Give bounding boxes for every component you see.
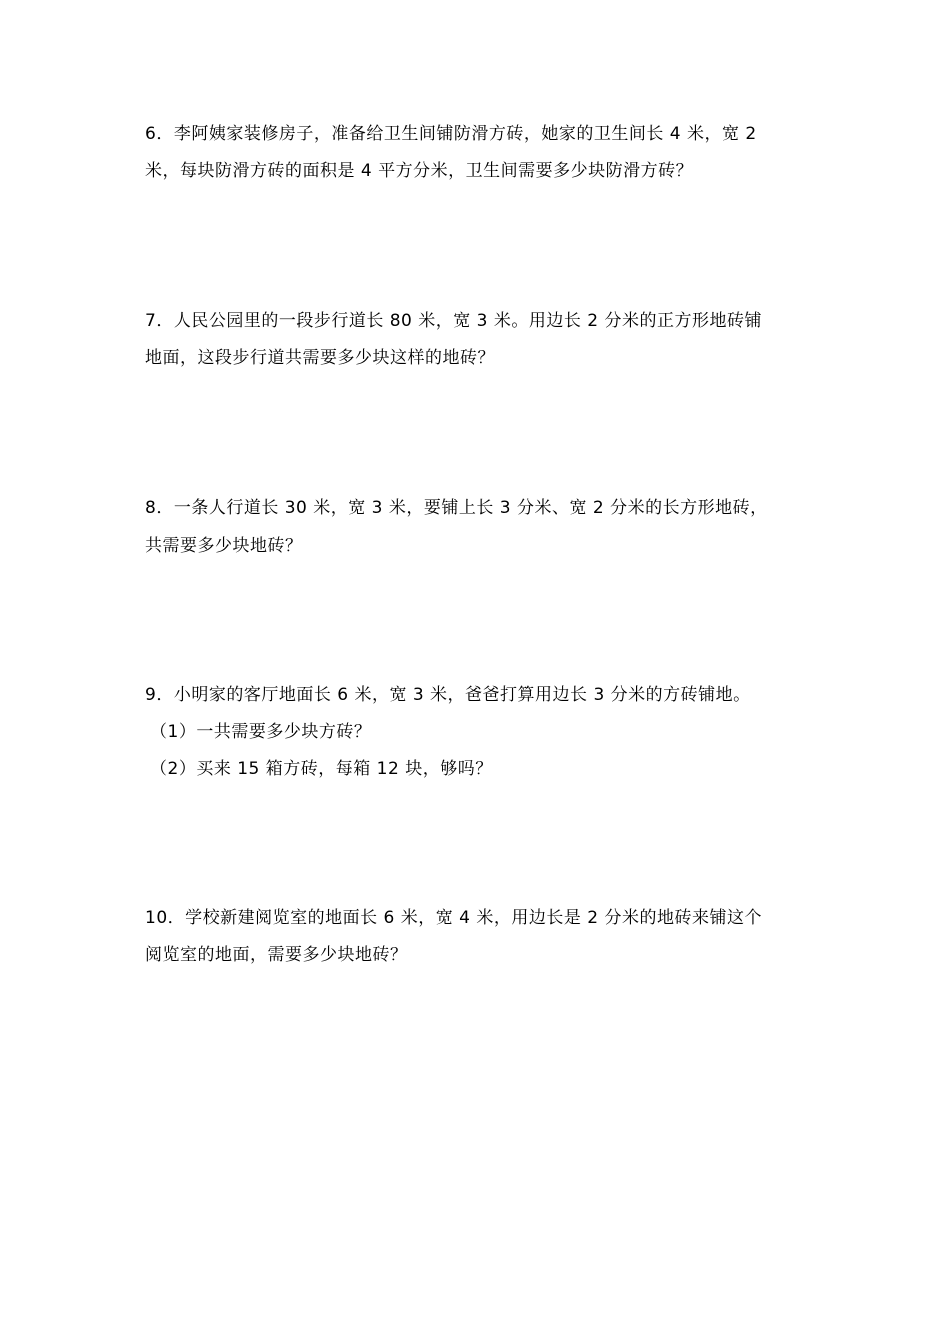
problem-9-subquestion-2: （2）买来 15 箱方砖，每箱 12 块，够吗？ — [150, 759, 493, 779]
problem-10-line-2: 阅览室的地面，需要多少块地砖？ — [145, 945, 408, 965]
problem-8-line-1: 8．一条人行道长 30 米，宽 3 米，要铺上长 3 分米、宽 2 分米的长方形地砖， — [145, 498, 768, 518]
problem-7-line-1: 7．人民公园里的一段步行道长 80 米，宽 3 米。用边长 2 分米的正方形地砖铺 — [145, 311, 763, 331]
problem-9-line-1: 9．小明家的客厅地面长 6 米，宽 3 米，爸爸打算用边长 3 分米的方砖铺地。 — [145, 685, 751, 705]
problem-6-line-1: 6．李阿姨家装修房子，准备给卫生间铺防滑方砖，她家的卫生间长 4 米，宽 2 — [145, 124, 757, 144]
problem-10-line-1: 10．学校新建阅览室的地面长 6 米，宽 4 米，用边长是 2 分米的地砖来铺这个 — [145, 908, 763, 928]
problem-9-subquestion-1: （1）一共需要多少块方砖？ — [150, 722, 372, 742]
problem-8-line-2: 共需要多少块地砖？ — [145, 536, 303, 556]
problem-6-line-2: 米，每块防滑方砖的面积是 4 平方分米，卫生间需要多少块防滑方砖？ — [145, 161, 694, 181]
problem-7-line-2: 地面，这段步行道共需要多少块这样的地砖？ — [145, 348, 495, 368]
